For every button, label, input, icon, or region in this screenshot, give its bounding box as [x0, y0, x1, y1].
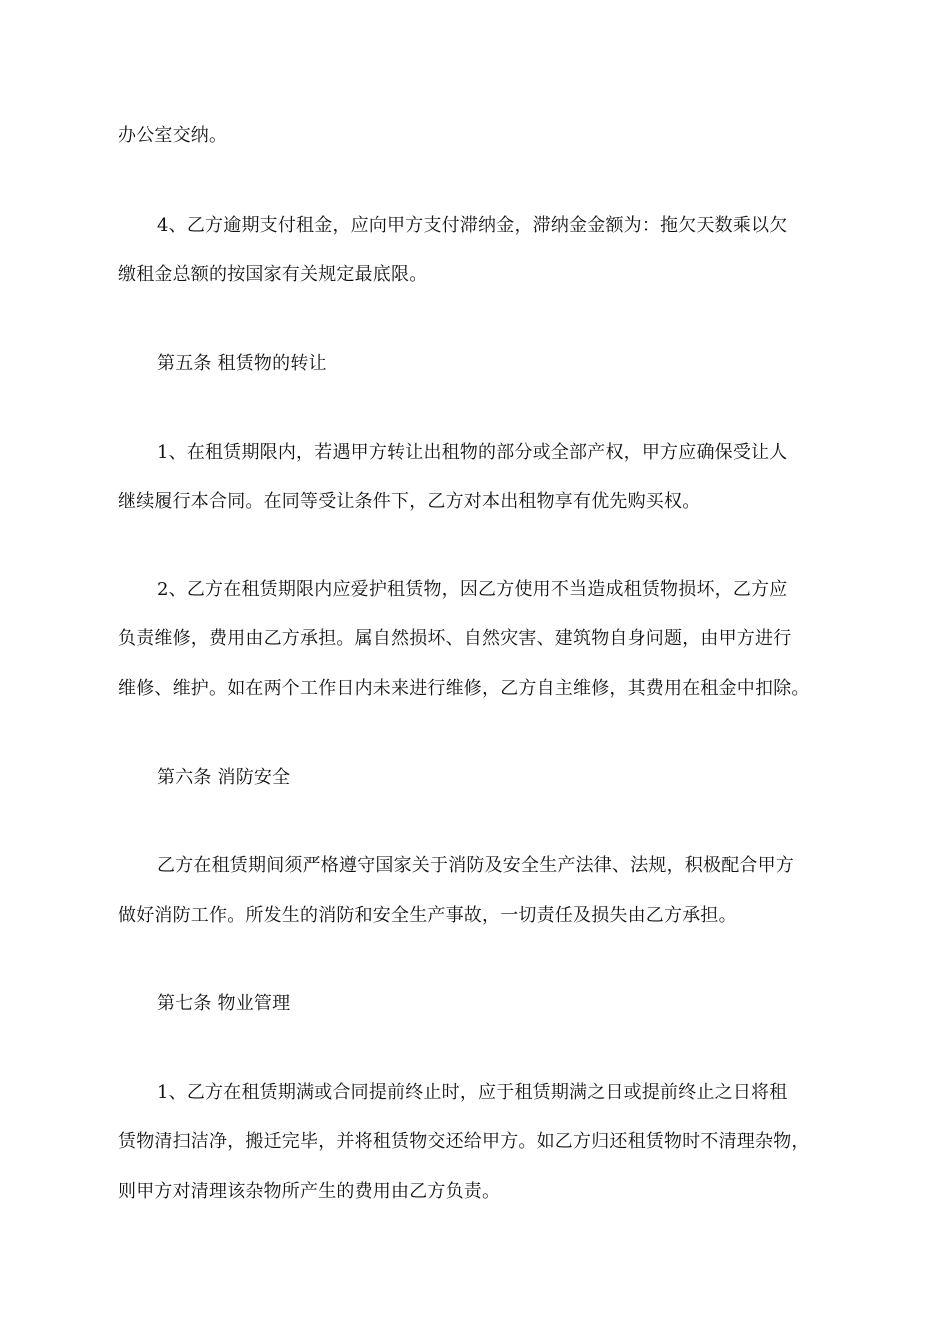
paragraph-line: 乙方在租赁期间须严格遵守国家关于消防及安全生产法律、法规，积极配合甲方: [157, 855, 794, 876]
paragraph-line: 1、在租赁期限内，若遇甲方转让出租物的部分或全部产权，甲方应确保受让人: [157, 442, 788, 463]
paragraph-line: 负责维修，费用由乙方承担。属自然损坏、自然灾害、建筑物自身问题，由甲方进行: [118, 628, 792, 649]
paragraph-line: 维修、维护。如在两个工作日内未来进行维修，乙方自主维修，其费用在租金中扣除。: [118, 678, 810, 699]
paragraph-line: 赁物清扫洁净，搬迁完毕，并将租赁物交还给甲方。如乙方归还租赁物时不清理杂物，: [118, 1131, 810, 1152]
section-heading: 第七条 物业管理: [157, 993, 291, 1014]
section-heading: 第六条 消防安全: [157, 767, 291, 788]
paragraph-line: 缴租金总额的按国家有关规定最底限。: [118, 264, 428, 285]
section-heading: 第五条 租赁物的转让: [157, 353, 327, 374]
paragraph-line: 继续履行本合同。在同等受让条件下，乙方对本出租物享有优先购买权。: [118, 491, 701, 512]
paragraph-line: 则甲方对清理该杂物所产生的费用由乙方负责。: [118, 1181, 501, 1202]
paragraph-line: 做好消防工作。所发生的消防和安全生产事故，一切责任及损失由乙方承担。: [118, 905, 737, 926]
paragraph-line: 4、乙方逾期支付租金，应向甲方支付滞纳金，滞纳金金额为：拖欠天数乘以欠: [157, 215, 788, 236]
paragraph-line: 2、乙方在租赁期限内应爱护租赁物，因乙方使用不当造成租赁物损坏，乙方应: [157, 579, 788, 600]
paragraph-line: 办公室交纳。: [118, 125, 228, 146]
paragraph-line: 1、乙方在租赁期满或合同提前终止时，应于租赁期满之日或提前终止之日将租: [157, 1082, 788, 1103]
